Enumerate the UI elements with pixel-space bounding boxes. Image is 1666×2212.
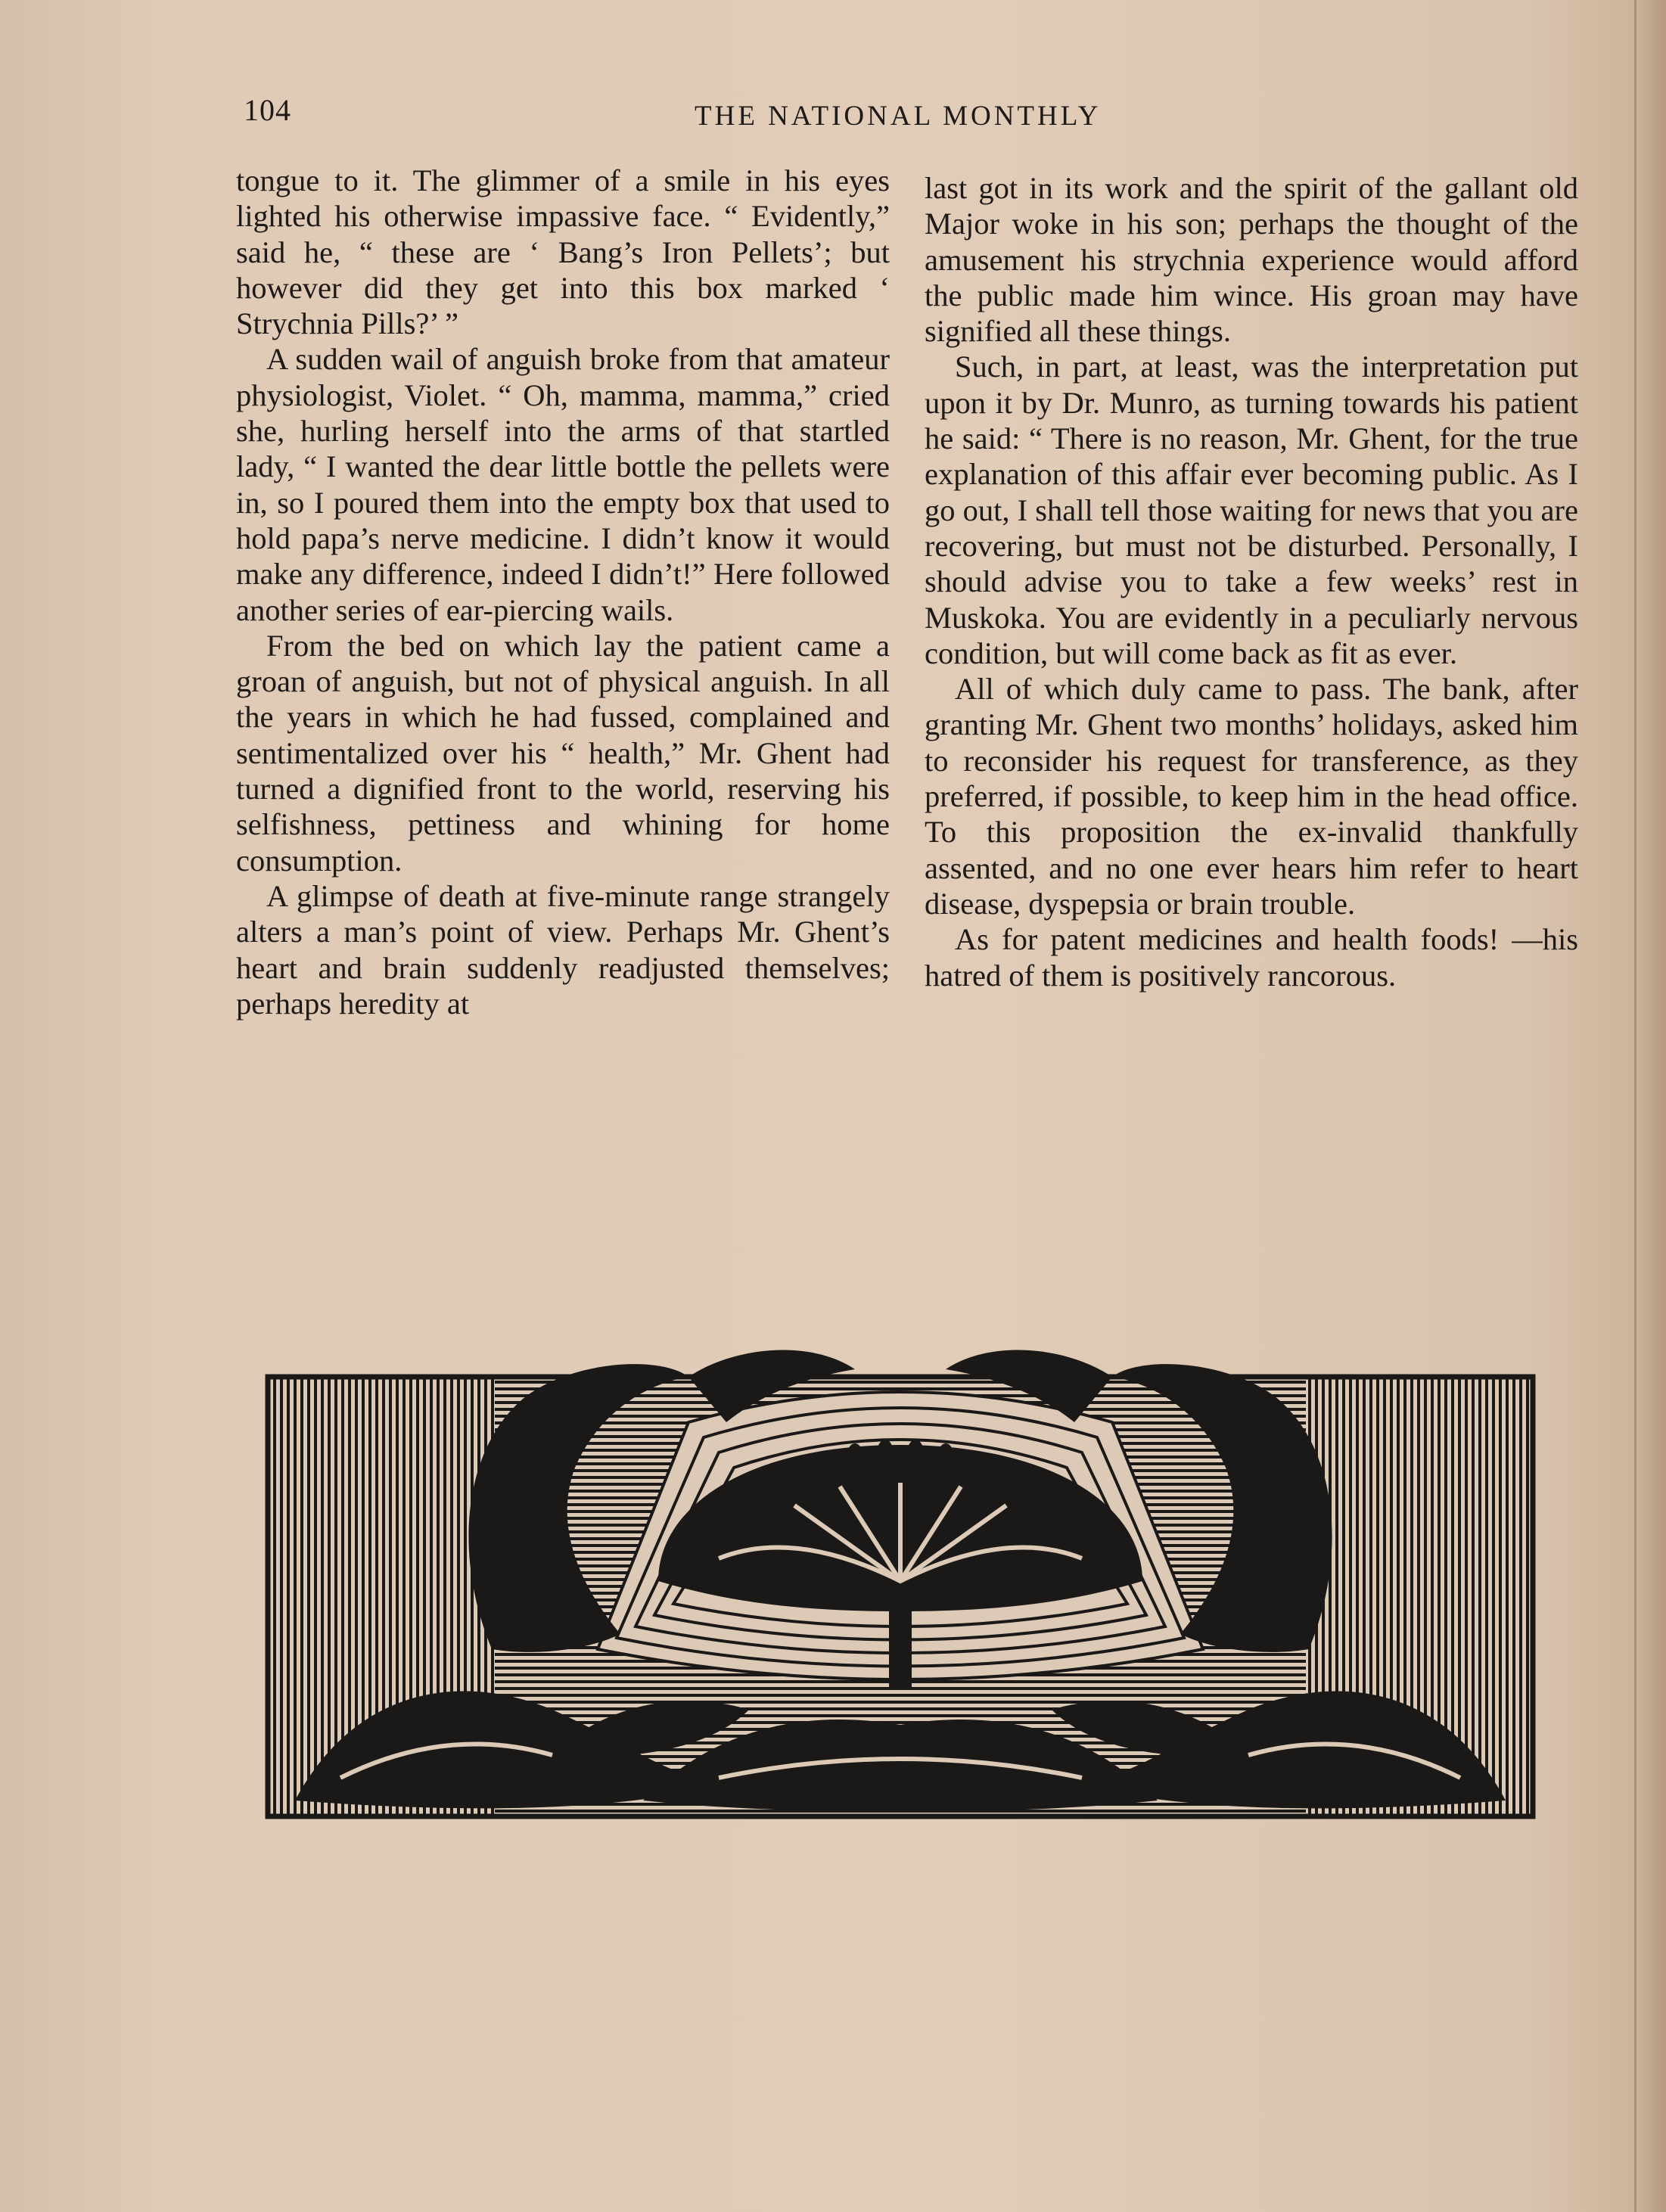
paragraph: A sudden wail of anguish broke from that amateur physiologist, Violet. “ Oh, mamma, mamma,” cried she, hurling herself into the arms of that startled lady, “ I wanted the dear little bottle the pellets were in, so I poured them into the empty box that used to hold papa’s nerve medicine. I didn’t know it would make any difference, indeed I didn’t!” Here followed another series of ear-piercing wails. xyxy=(236,342,890,627)
paragraph: All of which duly came to pass. The bank, after granting Mr. Ghent two months’ holidays, asked him to reconsider his request for transference, as they preferred, if possible, to keep him in the head office. To this proposition the ex-invalid thankfully assented, and no one ever hears him refer to heart disease, dyspepsia or brain trouble. xyxy=(925,672,1578,921)
running-head: THE NATIONAL MONTHLY xyxy=(695,101,1102,132)
floral-woodcut-ornament xyxy=(265,1331,1536,1819)
artist-signature: W.H.G. xyxy=(1411,1789,1462,1808)
page-number: 104 xyxy=(244,93,291,127)
text-column-left xyxy=(236,163,890,1021)
paragraph: tongue to it. The glimmer of a smile in his eyes lighted his otherwise impassive face. “ Evidently,” said he, “ these are ‘ Bang’s Iron Pellets’; but however did they get into this box marked ‘ Strychnia Pills?’ ” xyxy=(236,163,890,341)
page-header xyxy=(0,92,1666,138)
text-column-right xyxy=(925,170,1578,993)
paragraph: last got in its work and the spirit of the gallant old Major woke in his son; perhaps the thought of the amusement his strychnia experience would afford the public made him wince. His groan may have signified all these things. xyxy=(925,171,1578,349)
paragraph: As for patent medicines and health foods! —his hatred of them is positively rancorous. xyxy=(925,922,1578,993)
page-edge-shadow xyxy=(1636,0,1666,2212)
paragraph: From the bed on which lay the patient came a groan of anguish, but not of physical anguish. In all the years in which he had fussed, complained and sentimentalized over his “ health,” Mr. Ghent had turned a dignified front to the world, reserving his selfishness, pettiness and whining for home consumption. xyxy=(236,628,890,878)
woodcut-image xyxy=(265,1331,1536,1819)
paragraph: A glimpse of death at five-minute range strangely alters a man’s point of view. Perhaps Mr. Ghent’s heart and brain suddenly readjusted themselves; perhaps heredity at xyxy=(236,878,890,1021)
paragraph: Such, in part, at least, was the interpretation put upon it by Dr. Munro, as turning towards his patient he said: “ There is no reason, Mr. Ghent, for the true explanation of this affair ever becoming public. As I go out, I shall tell those waiting for news that you are recovering, but must not be disturbed. Personally, I should advise you to take a few weeks’ rest in Muskoka. You are evidently in a peculiarly nervous condition, but will come back as fit as ever. xyxy=(925,350,1578,670)
